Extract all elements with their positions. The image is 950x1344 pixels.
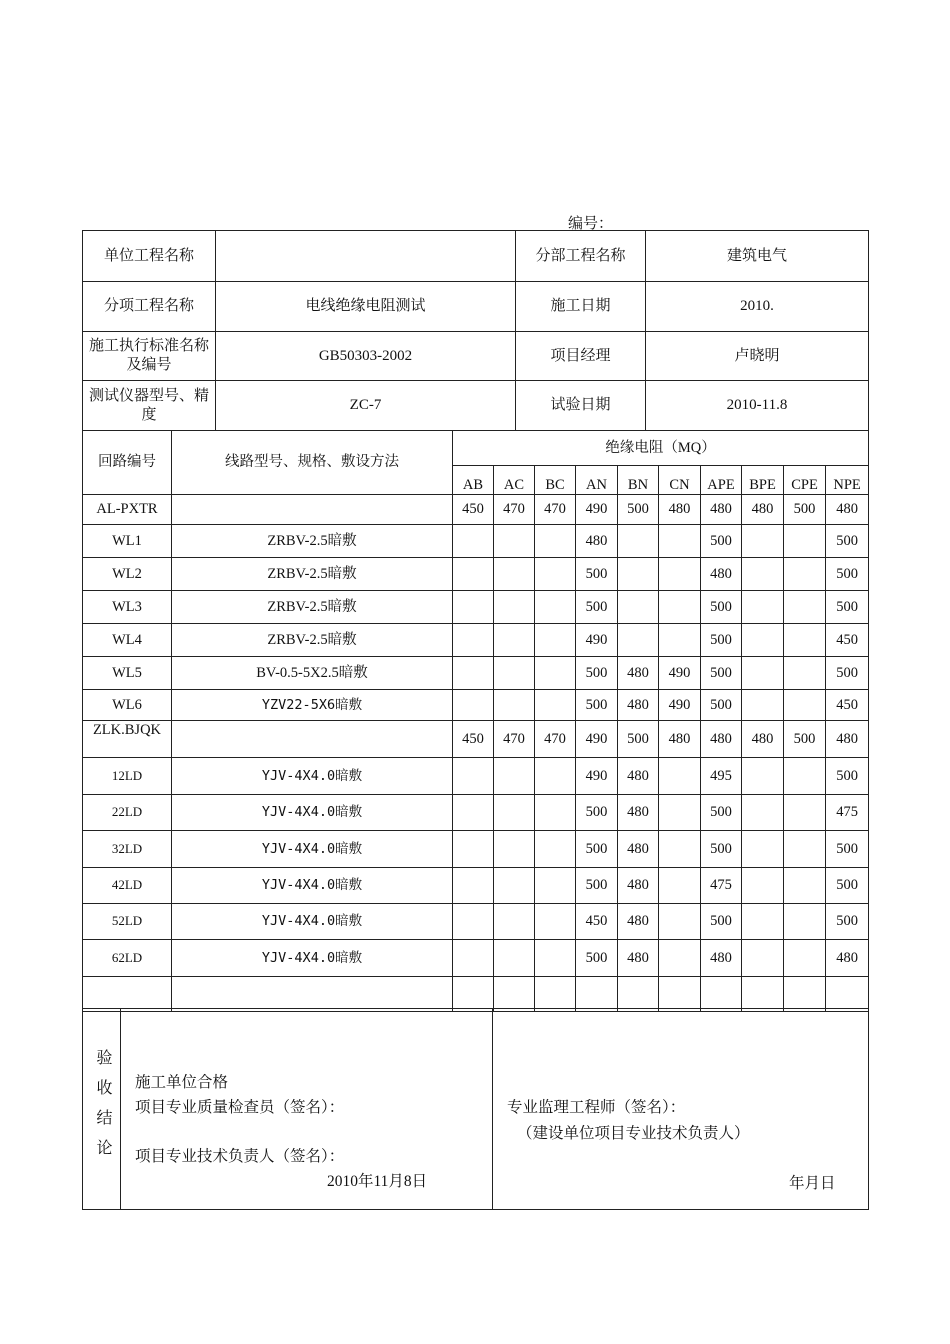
standard-value: GB50303-2002 [216, 332, 516, 381]
resistance-ac [494, 525, 535, 558]
line-spec [172, 495, 453, 525]
table-row [83, 795, 869, 831]
conclusion-label-cell [83, 1009, 121, 1210]
circuit-header: 回路编号 [83, 431, 172, 495]
table-row [83, 721, 869, 758]
resistance-npe: 500 [826, 904, 869, 940]
table-row [83, 977, 869, 1012]
test-date-value: 2010-11.8 [646, 381, 869, 431]
resistance-ac [494, 831, 535, 868]
resistance-ab [453, 795, 494, 831]
resistance-ab [453, 657, 494, 690]
resistance-bpe [742, 904, 784, 940]
column-header-npe: NPE [826, 466, 869, 495]
conclusion-label: 验收结论 [94, 1049, 111, 1169]
resistance-bpe [742, 831, 784, 868]
resistance-ab [453, 624, 494, 657]
resistance-ab [453, 940, 494, 977]
contractor-date: 2010年11月8日 [327, 1173, 428, 1190]
resistance-bc [535, 591, 576, 624]
resistance-ape: 495 [701, 758, 742, 795]
resistance-cn [659, 904, 701, 940]
resistance-bpe [742, 657, 784, 690]
resistance-ab [453, 525, 494, 558]
resistance-an: 500 [576, 831, 618, 868]
resistance-ape: 480 [701, 940, 742, 977]
resistance-bc [535, 940, 576, 977]
resistance-ac [494, 940, 535, 977]
resistance-cpe [784, 690, 826, 721]
unit-project-value [216, 231, 516, 282]
resistance-an: 500 [576, 868, 618, 904]
resistance-an: 480 [576, 525, 618, 558]
resistance-ab: 450 [453, 495, 494, 525]
resistance-npe: 450 [826, 690, 869, 721]
resistance-bpe [742, 591, 784, 624]
resistance-ape: 480 [701, 721, 742, 758]
resistance-cn [659, 758, 701, 795]
table-row [83, 758, 869, 795]
circuit-id: WL6 [83, 690, 172, 721]
resistance-bn: 480 [618, 904, 659, 940]
resistance-bpe [742, 758, 784, 795]
division-value: 建筑电气 [646, 231, 869, 282]
circuit-id: WL2 [83, 558, 172, 591]
column-header-bpe: BPE [742, 466, 784, 495]
resistance-cn: 490 [659, 657, 701, 690]
resistance-ab [453, 758, 494, 795]
quality-inspector-signature: 项目专业质量检查员（签名）： [135, 1099, 345, 1116]
resistance-an: 500 [576, 558, 618, 591]
circuit-id: 52LD [83, 904, 172, 940]
resistance-ac [494, 690, 535, 721]
supervisor-signature: 专业监理工程师（签名）： [507, 1099, 686, 1116]
resistance-bc: 470 [535, 721, 576, 758]
resistance-bn [618, 558, 659, 591]
manager-label: 项目经理 [516, 332, 646, 381]
resistance-an: 500 [576, 690, 618, 721]
resistance-bn: 480 [618, 940, 659, 977]
owner-technical-lead: （建设单位项目专业技术负责人） [517, 1125, 750, 1142]
resistance-cn [659, 795, 701, 831]
resistance-ac [494, 904, 535, 940]
resistance-bpe [742, 624, 784, 657]
line-spec [172, 977, 453, 1012]
resistance-bpe [742, 977, 784, 1012]
resistance-cpe [784, 831, 826, 868]
line-spec: YZV22-5X6暗敷 [172, 690, 453, 721]
resistance-bc [535, 868, 576, 904]
resistance-ape: 475 [701, 868, 742, 904]
resistance-bn: 480 [618, 795, 659, 831]
circuit-id: 42LD [83, 868, 172, 904]
line-spec: YJV-4X4.0暗敷 [172, 795, 453, 831]
resistance-bpe [742, 795, 784, 831]
resistance-an: 490 [576, 495, 618, 525]
resistance-ac: 470 [494, 721, 535, 758]
resistance-ab: 450 [453, 721, 494, 758]
resistance-an: 450 [576, 904, 618, 940]
resistance-npe: 500 [826, 831, 869, 868]
column-header-an: AN [576, 466, 618, 495]
line-spec: ZRBV-2.5暗敷 [172, 525, 453, 558]
resistance-ac [494, 868, 535, 904]
resistance-ac: 470 [494, 495, 535, 525]
table-row [83, 624, 869, 657]
table-row [83, 558, 869, 591]
line-spec: ZRBV-2.5暗敷 [172, 624, 453, 657]
column-header-ac: AC [494, 466, 535, 495]
supervisor-signature-cell [493, 1009, 869, 1210]
resistance-cpe [784, 977, 826, 1012]
circuit-id: AL-PXTR [83, 495, 172, 525]
resistance-bn [618, 624, 659, 657]
resistance-an: 490 [576, 721, 618, 758]
resistance-bpe [742, 690, 784, 721]
contractor-signature-cell [121, 1009, 493, 1210]
header-table [82, 230, 869, 431]
resistance-ape: 480 [701, 558, 742, 591]
resistance-an: 500 [576, 657, 618, 690]
column-header-cpe: CPE [784, 466, 826, 495]
resistance-bn [618, 977, 659, 1012]
line-spec [172, 721, 453, 758]
line-spec: YJV-4X4.0暗敷 [172, 758, 453, 795]
resistance-table [82, 430, 869, 1012]
table-row [83, 868, 869, 904]
resistance-bn: 480 [618, 690, 659, 721]
resistance-npe: 480 [826, 940, 869, 977]
resistance-ac [494, 558, 535, 591]
resistance-cn [659, 868, 701, 904]
resistance-cpe [784, 624, 826, 657]
conclusion-table [82, 1008, 869, 1210]
table-row [83, 690, 869, 721]
resistance-bn: 500 [618, 721, 659, 758]
resistance-cn: 480 [659, 721, 701, 758]
table-row [83, 525, 869, 558]
resistance-an: 500 [576, 940, 618, 977]
circuit-id: WL1 [83, 525, 172, 558]
resistance-cpe [784, 940, 826, 977]
resistance-cpe [784, 795, 826, 831]
resistance-bpe [742, 940, 784, 977]
contractor-result: 施工单位合格 [135, 1074, 229, 1091]
resistance-cn [659, 831, 701, 868]
table-row [83, 940, 869, 977]
resistance-bpe: 480 [742, 721, 784, 758]
circuit-id: 62LD [83, 940, 172, 977]
item-value: 电线绝缘电阻测试 [216, 282, 516, 332]
resistance-npe [826, 977, 869, 1012]
resistance-bc [535, 904, 576, 940]
resistance-cn [659, 591, 701, 624]
resistance-cn: 480 [659, 495, 701, 525]
resistance-npe: 480 [826, 721, 869, 758]
resistance-cpe [784, 868, 826, 904]
resistance-npe: 480 [826, 495, 869, 525]
line-spec: YJV-4X4.0暗敷 [172, 904, 453, 940]
resistance-an: 500 [576, 795, 618, 831]
resistance-bn [618, 525, 659, 558]
line-spec: ZRBV-2.5暗敷 [172, 591, 453, 624]
resistance-cpe [784, 657, 826, 690]
resistance-bpe [742, 558, 784, 591]
table-row [83, 591, 869, 624]
resistance-bn: 480 [618, 831, 659, 868]
resistance-ape: 500 [701, 624, 742, 657]
resistance-bpe [742, 525, 784, 558]
resistance-bpe: 480 [742, 495, 784, 525]
resistance-bc [535, 624, 576, 657]
resistance-npe: 450 [826, 624, 869, 657]
resistance-bn: 480 [618, 868, 659, 904]
column-header-ape: APE [701, 466, 742, 495]
resistance-npe: 500 [826, 657, 869, 690]
resistance-bc [535, 558, 576, 591]
resistance-npe: 500 [826, 758, 869, 795]
resistance-cn [659, 624, 701, 657]
line-spec: YJV-4X4.0暗敷 [172, 831, 453, 868]
resistance-ab [453, 558, 494, 591]
unit-project-label: 单位工程名称 [83, 231, 216, 282]
table-row [83, 657, 869, 690]
resistance-an: 490 [576, 758, 618, 795]
resistance-ac [494, 657, 535, 690]
division-label: 分部工程名称 [516, 231, 646, 282]
column-header-ab: AB [453, 466, 494, 495]
resistance-cn: 490 [659, 690, 701, 721]
circuit-id [83, 977, 172, 1012]
resistance-cpe [784, 591, 826, 624]
resistance-ape [701, 977, 742, 1012]
circuit-id: 22LD [83, 795, 172, 831]
resistance-cpe: 500 [784, 721, 826, 758]
line-spec: BV-0.5-5X2.5暗敷 [172, 657, 453, 690]
circuit-id: WL3 [83, 591, 172, 624]
resistance-npe: 500 [826, 591, 869, 624]
form-number-label: 编号： [568, 216, 614, 232]
resistance-ape: 500 [701, 831, 742, 868]
line-header: 线路型号、规格、敷设方法 [172, 431, 453, 495]
resistance-an [576, 977, 618, 1012]
resistance-ac [494, 624, 535, 657]
resistance-bc: 470 [535, 495, 576, 525]
resistance-bc [535, 977, 576, 1012]
circuit-id: WL4 [83, 624, 172, 657]
resistance-npe: 500 [826, 558, 869, 591]
resistance-ac [494, 591, 535, 624]
resistance-ape: 500 [701, 525, 742, 558]
resistance-bn: 480 [618, 758, 659, 795]
resistance-bn: 480 [618, 657, 659, 690]
resistance-ac [494, 795, 535, 831]
table-row [83, 831, 869, 868]
resistance-bc [535, 831, 576, 868]
resistance-npe: 500 [826, 868, 869, 904]
resistance-ac [494, 758, 535, 795]
supervisor-date: 年月日 [789, 1175, 836, 1192]
line-spec: YJV-4X4.0暗敷 [172, 940, 453, 977]
resistance-cpe: 500 [784, 495, 826, 525]
resistance-bpe [742, 868, 784, 904]
line-spec: YJV-4X4.0暗敷 [172, 868, 453, 904]
resistance-bc [535, 657, 576, 690]
resistance-ab [453, 831, 494, 868]
resistance-ape: 500 [701, 690, 742, 721]
resistance-an: 500 [576, 591, 618, 624]
resistance-bn: 500 [618, 495, 659, 525]
technical-lead-signature: 项目专业技术负责人（签名）： [135, 1148, 345, 1165]
resistance-ab [453, 868, 494, 904]
resistance-cpe [784, 904, 826, 940]
resistance-ac [494, 977, 535, 1012]
resistance-bc [535, 525, 576, 558]
resistance-ab [453, 690, 494, 721]
table-row [83, 495, 869, 525]
table-row [83, 904, 869, 940]
resistance-cn [659, 525, 701, 558]
resistance-ab [453, 904, 494, 940]
resistance-header: 绝缘电阻（MQ） [453, 431, 869, 466]
resistance-bc [535, 795, 576, 831]
resistance-npe: 475 [826, 795, 869, 831]
resistance-ape: 500 [701, 904, 742, 940]
resistance-bn [618, 591, 659, 624]
circuit-id: WL5 [83, 657, 172, 690]
column-header-bc: BC [535, 466, 576, 495]
manager-value: 卢晓明 [646, 332, 869, 381]
resistance-ab [453, 977, 494, 1012]
line-spec: ZRBV-2.5暗敷 [172, 558, 453, 591]
standard-label: 施工执行标准名称及编号 [83, 332, 216, 381]
resistance-ab [453, 591, 494, 624]
resistance-cn [659, 940, 701, 977]
resistance-ape: 480 [701, 495, 742, 525]
resistance-cpe [784, 558, 826, 591]
circuit-id: 12LD [83, 758, 172, 795]
resistance-bc [535, 758, 576, 795]
item-label: 分项工程名称 [83, 282, 216, 332]
test-date-label: 试验日期 [516, 381, 646, 431]
resistance-ape: 500 [701, 591, 742, 624]
resistance-npe: 500 [826, 525, 869, 558]
resistance-ape: 500 [701, 795, 742, 831]
instrument-label: 测试仪器型号、精度 [83, 381, 216, 431]
column-header-bn: BN [618, 466, 659, 495]
resistance-cpe [784, 525, 826, 558]
resistance-cn [659, 558, 701, 591]
resistance-ape: 500 [701, 657, 742, 690]
construction-date-value: 2010. [646, 282, 869, 332]
column-header-cn: CN [659, 466, 701, 495]
construction-date-label: 施工日期 [516, 282, 646, 332]
circuit-id: 32LD [83, 831, 172, 868]
resistance-cpe [784, 758, 826, 795]
instrument-value: ZC-7 [216, 381, 516, 431]
resistance-an: 490 [576, 624, 618, 657]
resistance-cn [659, 977, 701, 1012]
circuit-id: ZLK.BJQK [83, 721, 172, 758]
resistance-bc [535, 690, 576, 721]
